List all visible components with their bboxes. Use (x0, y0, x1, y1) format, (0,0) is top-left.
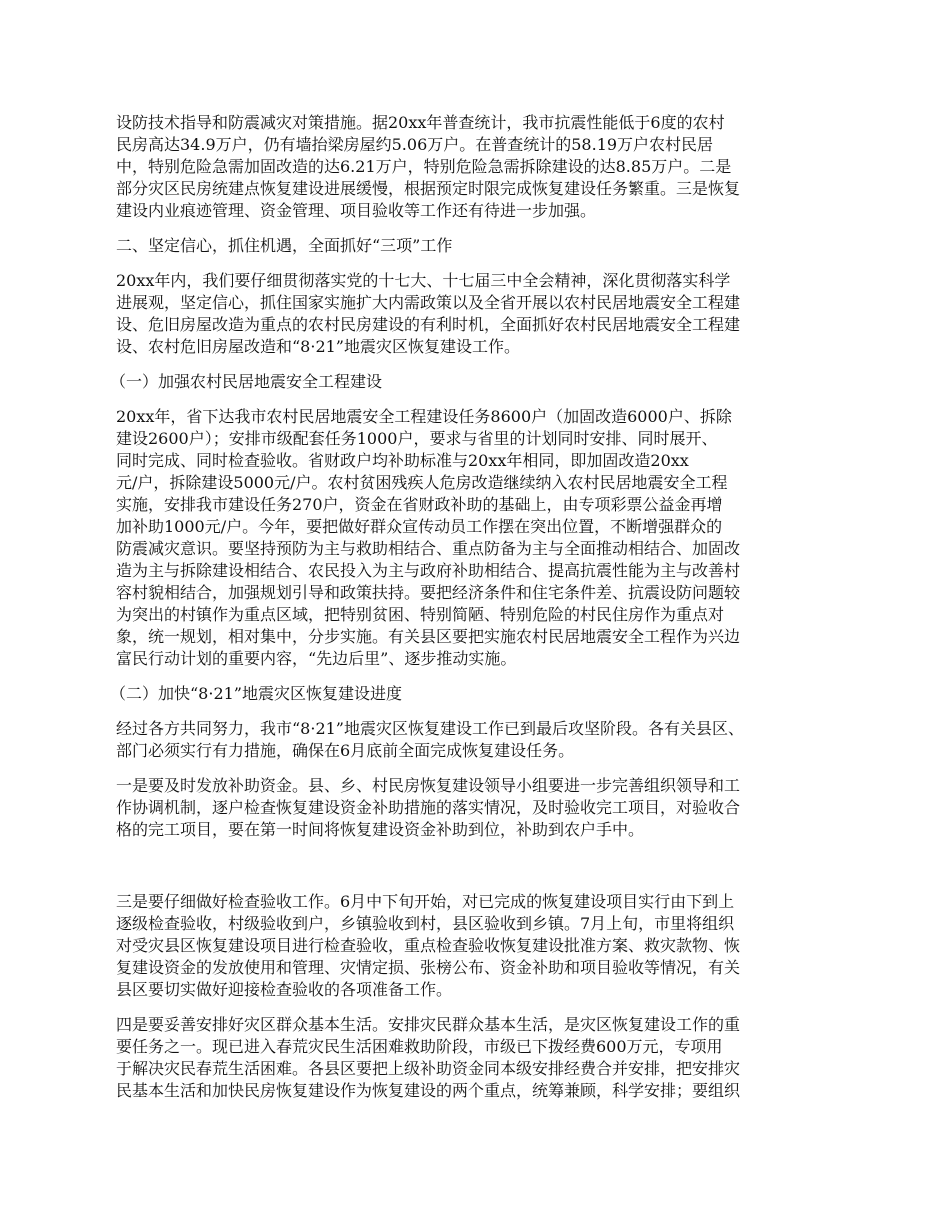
text-line: 20xx年内，我们要仔细贯彻落实党的十七大、十七届三中全会精神，深化贯彻落实科学 (116, 271, 731, 290)
point-three-paragraph (116, 891, 840, 1001)
text-line: 经过各方共同努力，我市“8·21”地震灾区恢复建设工作已到最后攻坚阶段。各有关县区、 (116, 719, 744, 738)
text-line: 民房高达34.9万户，仍有墙抬梁房屋约5.06万户。在普查统计的58.19万户农村民居 (116, 135, 714, 154)
text-line: 四是要妥善安排好灾区群众基本生活。安排灾民群众基本生活，是灾区恢复建设工作的重 (116, 1015, 741, 1034)
document-page (110, 112, 840, 1115)
text-line: 一是要及时发放补助资金。县、乡、村民房恢复建设领导小组要进一步完善组织领导和工 (116, 776, 741, 795)
text-line: 部门必须实行有力措施，确保在6月底前全面完成恢复建设任务。 (116, 741, 575, 760)
text-line: 逐级检查验收，村级验收到户，乡镇验收到村，县区验收到乡镇。7月上旬，市里将组织 (116, 914, 735, 933)
text-line: 中，特别危险急需加固改造的达6.21万户，特别危险急需拆除建设的达8.85万户。二是 (116, 157, 732, 176)
text-line: 建设内业痕迹管理、资金管理、项目验收等工作还有待进一步加强。 (116, 201, 597, 220)
section-two-heading: 二、坚定信心，抓住机遇，全面抓好“三项”工作 (116, 236, 453, 255)
text-line: 三是要仔细做好检查验收工作。6月中下旬开始，对已完成的恢复建设项目实行由下到上 (116, 892, 735, 911)
text-line: 于解决灾民春荒生活困难。各县区要把上级补助资金同本级安排经费合并安排，把安排灾 (116, 1059, 741, 1078)
blank-gap (116, 854, 840, 891)
text-line: 设防技术指导和防震减灾对策措施。据20xx年普查统计，我市抗震性能低于6度的农村 (116, 113, 725, 132)
text-line: 进展观，坚定信心，抓住国家实施扩大内需政策以及全省开展以农村民居地震安全工程建 (116, 293, 741, 312)
text-line: 实施，安排我市建设任务270户，资金在省财政补助的基础上，由专项彩票公益金再增 (116, 495, 723, 514)
sub-two-paragraph (116, 718, 840, 762)
sub-one-paragraph (116, 406, 840, 670)
text-line: 要任务之一。现已进入春荒灾民生活困难救助阶段，市级已下拨经费600万元，专项用 (116, 1037, 723, 1056)
text-line: 建设2600户）；安排市级配套任务1000户，要求与省里的计划同时安排、同时展开、 (116, 429, 718, 448)
intro-paragraph (116, 112, 840, 222)
text-line: 富民行动计划的重要内容，“先边后里”、逐步推动实施。 (116, 649, 517, 668)
point-four-paragraph (116, 1014, 840, 1102)
text-line: 对受灾县区恢复建设项目进行检查验收，重点检查验收恢复建设批准方案、救灾款物、恢 (116, 936, 741, 955)
text-line: 象，统一规划，相对集中，分步实施。有关县区要把实施农村民居地震安全工程作为兴边 (116, 627, 741, 646)
text-line: 元/户，拆除建设5000元/户。农村贫困残疾人危房改造继续纳入农村民居地震安全工程 (116, 473, 728, 492)
text-line: 县区要切实做好迎接检查验收的各项准备工作。 (116, 980, 453, 999)
text-line: 部分灾区民房统建点恢复建设进展缓慢，根据预定时限完成恢复建设任务繁重。三是恢复 (116, 179, 741, 198)
text-line: 复建设资金的发放使用和管理、灾情定损、张榜公布、资金补助和项目验收等情况，有关 (116, 958, 741, 977)
text-line: 造为主与拆除建设相结合、农民投入为主与政府补助相结合、提高抗震性能为主与改善村 (116, 561, 741, 580)
text-line: 20xx年，省下达我市农村民居地震安全工程建设任务8600户（加固改造6000户、拆除 (116, 407, 732, 426)
text-line: 民基本生活和加快民房恢复建设作为恢复建设的两个重点，统筹兼顾，科学安排；要组织 (116, 1081, 741, 1100)
sub-heading-one: （一）加强农村民居地震安全工程建设 (110, 372, 383, 391)
point-one-paragraph (116, 775, 840, 841)
text-line: 设、农村危旧房屋改造和“8·21”地震灾区恢复建设工作。 (116, 337, 520, 356)
text-line: 为突出的村镇作为重点区域，把特别贫困、特别简陋、特别危险的村民住房作为重点对 (116, 605, 725, 624)
text-line: 加补助1000元/户。今年，要把做好群众宣传动员工作摆在突出位置，不断增强群众的 (116, 517, 723, 536)
text-line: 同时完成、同时检查验收。省财政户均补助标准与20xx年相同，即加固改造20xx (116, 451, 689, 470)
text-line: 防震减灾意识。要坚持预防为主与救助相结合、重点防备为主与全面推动相结合、加固改 (116, 539, 741, 558)
text-line: 作协调机制，逐户检查恢复建设资金补助措施的落实情况，及时验收完工项目，对验收合 (116, 798, 741, 817)
section-two-paragraph (116, 270, 840, 358)
sub-heading-two: （二）加快“8·21”地震灾区恢复建设进度 (110, 684, 402, 703)
text-line: 格的完工项目，要在第一时间将恢复建设资金补助到位，补助到农户手中。 (116, 820, 645, 839)
text-line: 容村貌相结合，加强规划引导和政策扶持。要把经济条件和住宅条件差、抗震设防问题较 (116, 583, 741, 602)
text-line: 设、危旧房屋改造为重点的农村民房建设的有利时机，全面抓好农村民居地震安全工程建 (116, 315, 741, 334)
